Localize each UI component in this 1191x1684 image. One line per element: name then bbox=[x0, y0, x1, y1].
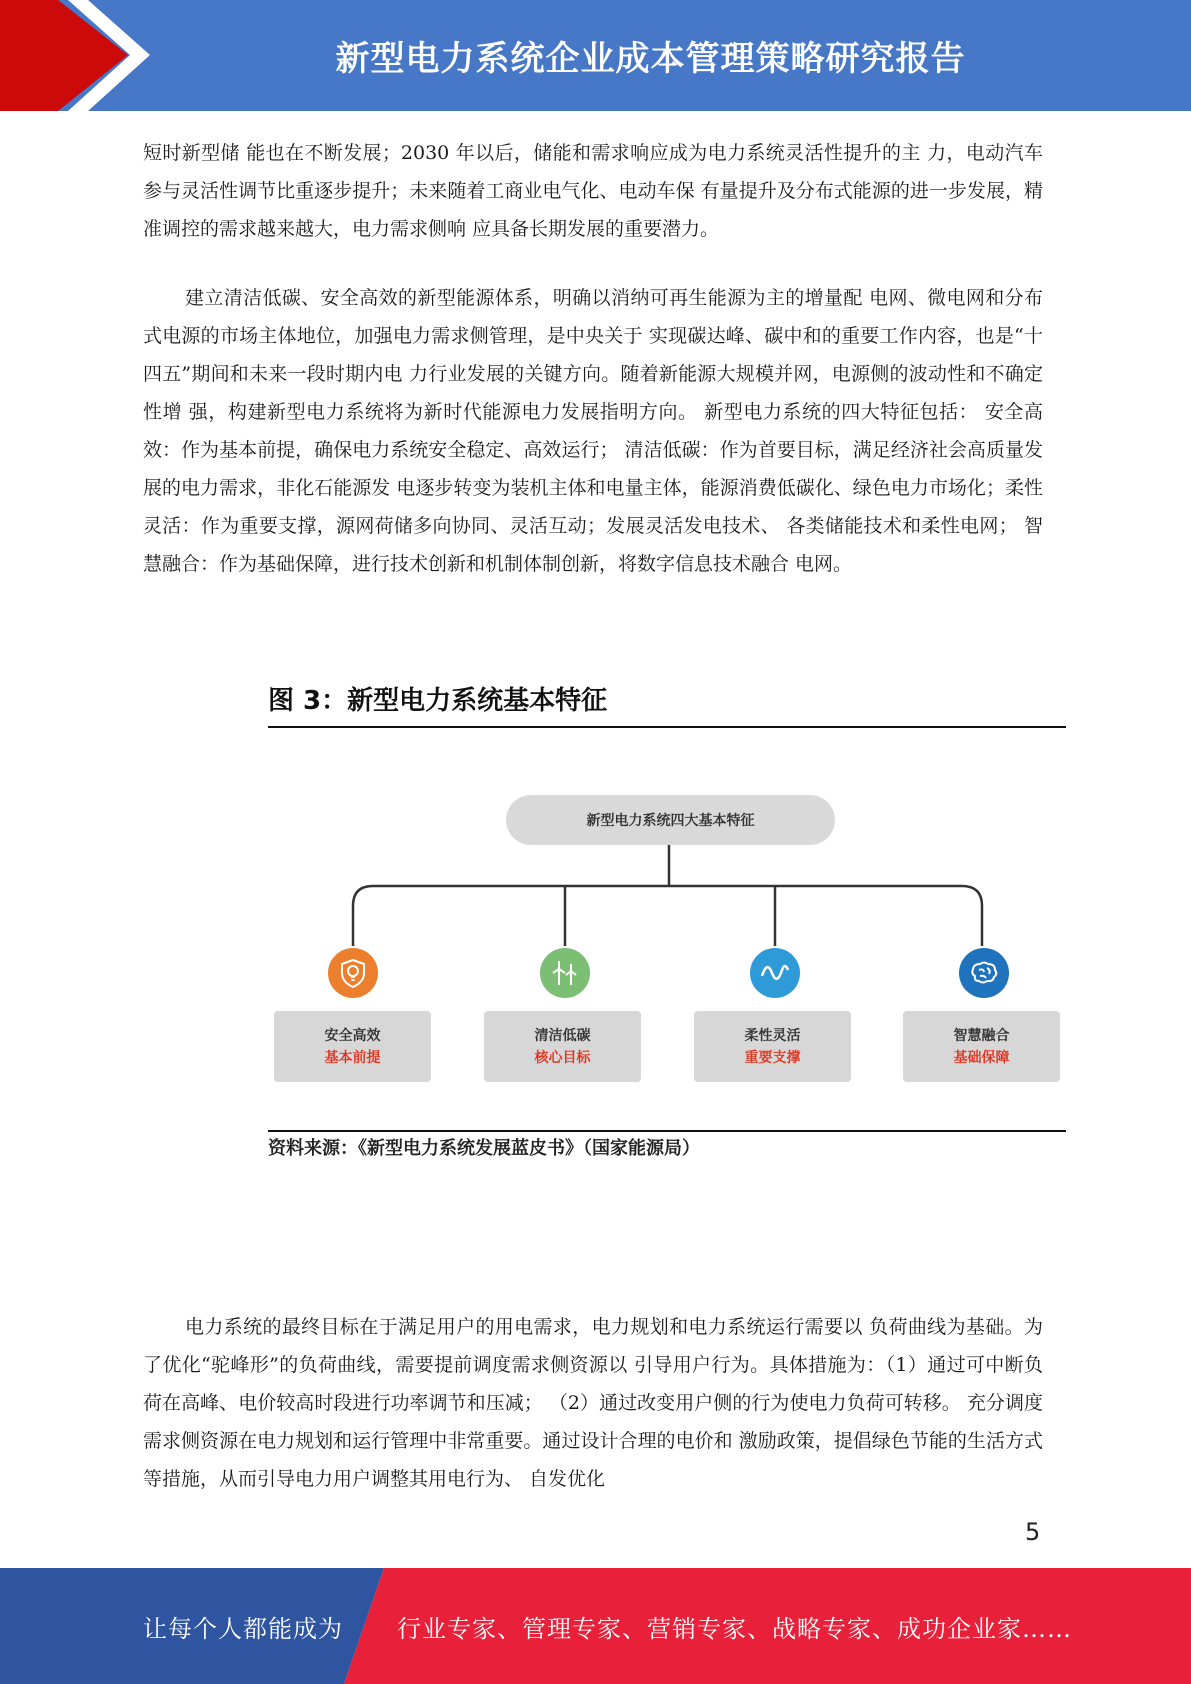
figure-bottom-rule bbox=[268, 1130, 1066, 1132]
footer-slogan-right: 行业专家、管理专家、营销专家、战略专家、成功企业家…… bbox=[397, 1614, 1072, 1643]
paragraph-demand-side: 电力系统的最终目标在于满足用户的用电需求，电力规划和电力系统运行需要以 负荷曲线为基础。为了优化“驼峰形”的负荷曲线，需要提前调度需求侧资源以 引导用户行为。具体措施为：（1）通过可中断负荷在高峰、电价较高时段进行功率调节和压减； （2）通过改变用户侧的行为使电力负荷可转移。 充分调度需求侧资源在电力规划和运行管理中非常重要。通过设计合理的电价和 激励政策，提倡绿色节能的生活方式等措施，从而引导电力用户调整其用电行为、 自发优化 bbox=[143, 1316, 1043, 1490]
feature-box-clean-low-carbon bbox=[484, 1011, 641, 1082]
root-node: 新型电力系统四大基本特征 bbox=[506, 795, 835, 845]
paragraph-new-energy-system: 建立清洁低碳、安全高效的新型能源体系，明确以消纳可再生能源为主的增量配 电网、微电网和分布式电源的市场主体地位，加强电力需求侧管理，是中央关于 实现碳达峰、碳中和的重要工作内容，也是“十四五”期间和未来一段时期内电 力行业发展的关键方向。随着新能源大规模并网，电源侧的波动性和不确定性增 强，构建新型电力系统将为新时代能源电力发展指明方向。 新型电力系统的四大特征包括： 安全高效：作为基本前提，确保电力系统安全稳定、高效运行； 清洁低碳：作为首要目标，满足经济社会高质量发展的电力需求，非化石能源发 电逐步转变为装机主体和电量主体，能源消费低碳化、绿色电力市场化；柔性灵活：作为重要支撑，源网荷储多向协同、灵活互动；发展灵活发电技术、 各类储能技术和柔性电网； 智慧融合：作为基础保障，进行技术创新和机制体制创新，将数字信息技术融合 电网。 bbox=[143, 287, 1043, 575]
paragraph-storage-demand: 短时新型储 能也在不断发展；2030 年以后，储能和需求响应成为电力系统灵活性提升的主 力，电动汽车参与灵活性调节比重逐步提升；未来随着工商业电气化、电动车保 有量提升及分布式能源的进一步发展，精准调控的需求越来越大，电力需求侧响 应具备长期发展的重要潜力。 bbox=[143, 142, 1043, 240]
feature-box-flexible bbox=[694, 1011, 851, 1082]
feature-subtitle: 重要支撑 bbox=[744, 1049, 801, 1066]
feature-name: 智慧融合 bbox=[953, 1027, 1010, 1044]
figure-source: 资料来源：《新型电力系统发展蓝皮书》（国家能源局） bbox=[268, 1138, 700, 1159]
wind-turbine-icon bbox=[540, 948, 590, 998]
page-footer bbox=[0, 1568, 1191, 1684]
feature-box-safe-efficient bbox=[274, 1011, 431, 1082]
brain-icon bbox=[959, 948, 1009, 998]
shield-lightbulb-icon bbox=[328, 948, 378, 998]
report-title: 新型电力系统企业成本管理策略研究报告 bbox=[335, 39, 966, 79]
feature-name: 柔性灵活 bbox=[744, 1027, 801, 1044]
feature-name: 清洁低碳 bbox=[534, 1027, 591, 1044]
page-number: 5 bbox=[1025, 1518, 1041, 1546]
feature-name: 安全高效 bbox=[324, 1027, 381, 1044]
feature-subtitle: 核心目标 bbox=[534, 1049, 591, 1066]
footer-slogan-left: 让每个人都能成为 bbox=[143, 1614, 343, 1643]
figure-title: 图 3：新型电力系统基本特征 bbox=[268, 686, 608, 716]
feature-box-smart-integration bbox=[903, 1011, 1060, 1082]
feature-subtitle: 基础保障 bbox=[953, 1049, 1010, 1066]
feature-subtitle: 基本前提 bbox=[324, 1049, 381, 1066]
wave-icon bbox=[750, 948, 800, 998]
